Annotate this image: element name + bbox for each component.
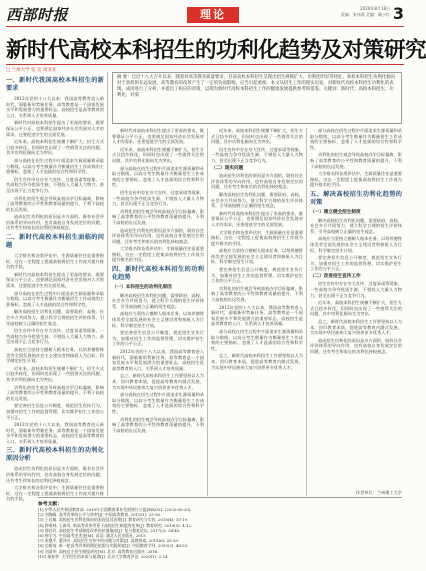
byline: □ 兰州大学 张 宏 周亚亚 xyxy=(6,68,57,73)
paragraph: 部分高校在招生过程中片面追求生源质量和录取分数线，以高分考生数量作为衡量招生工作成效的主要指标，忽视了人才选拔的综合性和科学性。 xyxy=(211,329,303,351)
column-divider xyxy=(207,128,208,496)
reference-item: [1] 中华人民共和国教育部. 2019年全国教育事业发展统计公报[EB/OL]. (2020-05-20). xyxy=(38,507,192,512)
references-title: 参考文献： xyxy=(38,502,62,507)
reference-item: [7] 张继平, 董泽芳. 高校招生宣传中的问题与对策[J]. 高教探索, 2018(6): 25-29. xyxy=(38,538,180,544)
paragraph: 造成招生功利化的原因是多方面的，既有社会评价体系的导向作用，也有高校自身发展定位的问题，还有考生和家长的功利化择校观念。 xyxy=(211,173,303,190)
subheading: （一）本科招生的功利化原因 xyxy=(112,285,172,291)
paragraph: 2012年党的十八大以来，我国高等教育进入新时代，面临新形势新任务。高等教育是一个国家发展水平和发展潜力的重要标志，高校招生是高等教育的入口，关系到人才培养质量。 xyxy=(6,96,104,118)
paragraph: 解决高校招生功利化问题，需要政府、高校、社会多方共同努力，建立科学合理的招生评价体系，引导高校树立正确的招生观念。 xyxy=(6,309,104,326)
paragraph: 新时代对高校本科招生提出了更高的要求，既要保证公平公正，也要满足国家经济社会发展对人才的需求，还要促进学生的全面发展。 xyxy=(211,210,303,227)
issue-info xyxy=(341,6,390,18)
paragraph: 新时代对高校本科招生提出了更高的要求，既要保证公平公正，也要满足国家经济社会发展对人才的需求，还要促进学生的全面发展。 xyxy=(112,128,204,145)
issue-date: 2020年8月18日 xyxy=(360,6,390,11)
author-affiliation: 作者单位：兰州理工大学 xyxy=(355,490,402,495)
reference-item: [10] 秦春华. 大学招生的本质与使命[J]. 北京大学教育评论, 2020(1): 2-14. xyxy=(38,553,169,559)
column-3 xyxy=(211,128,303,496)
section-heading-4: 四、新时代高校本科招生的功利化趋势 xyxy=(112,266,204,282)
reference-item: [9] 刘清华. 高校自主招生制度研究[M]. 北京: 高等教育出版社, 2016. xyxy=(38,548,159,554)
section-heading-1: 一、新时代我国高校本科招生的新要求 xyxy=(6,77,104,92)
paragraph: 功利化的招生观念导致高校办学目标偏离，影响了高等教育的公平性和教育质量的提升，不利于高校的长远发展。 xyxy=(112,416,204,433)
top-rule xyxy=(6,26,404,27)
reference-item: [6] 杨学为. 中国高考史述论[M]. 武汉: 湖北人民出版社, 2015. xyxy=(38,533,147,539)
page-number: 3 xyxy=(392,4,404,23)
reference-item: [8] 边新灿. 新一轮高考改革的理论依据与实践探索[J]. 中国教育学刊, 2019(3): 48-53. xyxy=(38,543,189,549)
section-badge: 理论 xyxy=(187,7,239,23)
paragraph: 要完善招生信息公开制度，规范招生宣传行为，加强对招生工作的监督管理，切实维护招生工作的公平公正。 xyxy=(310,255,402,272)
paragraph: 招生宣传中存在夸大宣传、过度承诺等现象，一些高校为争夺优质生源，不惜投入大量人力物力，甚至出现不正当竞争行为。 xyxy=(6,176,104,193)
column-divider xyxy=(306,128,307,496)
paragraph: 解决高校招生功利化问题，需要政府、高校、社会多方共同努力，建立科学合理的招生评价体系，引导高校树立正确的招生观念。 xyxy=(211,191,303,209)
abstract-box: 摘 要：自近十八大召开以来，随着对高等教育质量要求，目前高校本科招生呈现出招生规模扩大、功利化明显等特征。高校本科招生功利化倾向对于高校的长远发展、高等教育的改革产生了一定的负面影响，应当引起重视。本文从招生工作的现实出发，对新时代高校本科招生功利化的表现、成因进行了分析，并提出了相应的对策，以期为新时代高校本科招生工作的健康发展提供参考和借鉴。关键词：新时代；高校本科招生；功利化；对策 xyxy=(112,72,402,124)
paragraph: 解决高校招生功利化问题，需要政府、高校、社会多方共同努力，建立科学合理的招生评价体系，引导高校树立正确的招生观念。 xyxy=(310,217,402,234)
column-divider xyxy=(107,72,108,496)
paragraph: 大学排名和各类评估中，生源质量往往是重要指标，这在一定程度上促使高校将招生工作视为提升排名的手段。 xyxy=(310,171,402,188)
section-heading-2: 二、新时代高校本科招生面临的问题 xyxy=(6,234,104,250)
paragraph: 造成招生功利化的原因是多方面的，既有社会评价体系的导向作用，也有高校自身发展定位的问题，还有考生和家长的功利化择校观念。 xyxy=(310,337,402,354)
paragraph: 新时代对高校本科招生提出了更高的要求，既要保证公平公正，也要满足国家经济社会发展对人才的需求，还要促进学生的全面发展。 xyxy=(6,271,104,289)
paragraph: 总之，新时代高校本科招生工作要坚持以人为本，回归教育本质，促进高等教育内涵式发展，为实现中华民族伟大复兴培养更多优秀人才。 xyxy=(211,353,303,370)
reference-item: [5] 郑若玲. 高校招生考试制度改革的价值取向[J]. 复旦教育论坛, 2017(2): 34-40. xyxy=(38,527,181,533)
paragraph: 大学排名和各类评估中，生源质量往往是重要指标，这在一定程度上促使高校将招生工作视为提升排名的手段。 xyxy=(211,229,303,246)
paragraph: 部分高校在招生过程中片面追求生源质量和录取分数线，以高分考生数量作为衡量招生工作成效的主要指标，忽视了人才选拔的综合性和科学性。 xyxy=(112,165,204,188)
paragraph: 2012年党的十八大以来，我国高等教育进入新时代，面临新形势新任务。高等教育是一个国家发展水平和发展潜力的重要标志，高校招生是高等教育的入口，关系到人才培养质量。 xyxy=(112,349,204,371)
masthead xyxy=(6,4,404,26)
paragraph: 高校应当坚持立德树人根本任务，以培养德智体美劳全面发展的社会主义建设者和接班人为目标，科学制定招生计划。 xyxy=(211,248,303,265)
paragraph: 大学排名和各类评估中，生源质量往往是重要指标，这在一定程度上促使高校将招生工作视为提升排名的手段。 xyxy=(6,485,104,502)
paragraph: 新时代对高校本科招生提出了更高的要求，既要保证公平公正，也要满足国家经济社会发展对人才的需求，还要促进学生的全面发展。 xyxy=(6,120,104,137)
column-1 xyxy=(6,74,104,502)
paragraph: 部分高校在招生过程中片面追求生源质量和录取分数线，以高分考生数量作为衡量招生工作成效的主要指标，忽视了人才选拔的综合性和科学性。 xyxy=(310,128,402,150)
paragraph: 功利化的招生观念导致高校办学目标偏离，影响了高等教育的公平性和教育质量的提升，不利于高校的长远发展。 xyxy=(6,195,104,212)
paragraph: 造成招生功利化的原因是多方面的，既有社会评价体系的导向作用，也有高校自身发展定位的问题，还有考生和家长的功利化择校观念。 xyxy=(112,227,204,244)
paragraph: 部分高校在招生过程中片面追求生源质量和录取分数线，以高分考生数量作为衡量招生工作成效的主要指标，忽视了人才选拔的综合性和科学性。 xyxy=(6,290,104,307)
reference-item: [2] 刘海峰. 高考改革的公平与效率[J]. 中国高等教育, 2019(1): 23-26. xyxy=(38,512,162,518)
paragraph: 要完善招生信息公开制度，规范招生宣传行为，加强对招生工作的监督管理，切实维护招生工作的公平公正。 xyxy=(6,403,104,420)
paragraph: 总之，新时代高校本科招生工作要坚持以人为本，回归教育本质，促进高等教育内涵式发展，为实现中华民族伟大复兴培养更多优秀人才。 xyxy=(310,319,402,336)
headline: 新时代高校本科招生的功利化趋势及对策研究 xyxy=(6,38,426,63)
paragraph: 招生宣传中存在夸大宣传、过度承诺等现象，一些高校为争夺优质生源，不惜投入大量人力物力，甚至出现不正当竞争行为。 xyxy=(211,146,303,163)
paragraph: 要完善招生信息公开制度，规范招生宣传行为，加强对招生工作的监督管理，切实维护招生工作的公平公正。 xyxy=(211,267,303,284)
paragraph: 招生宣传中存在夸大宣传、过度承诺等现象，一些高校为争夺优质生源，不惜投入大量人力物力，甚至出现不正当竞争行为。 xyxy=(310,281,402,298)
newspaper-logo: 西部时报 xyxy=(6,6,69,24)
paragraph: 功利化的招生观念导致高校办学目标偏离，影响了高等教育的公平性和教育质量的提升，不利于高校的长远发展。 xyxy=(310,152,402,169)
paragraph: 近年来，高校本科招生规模不断扩大，招生方式日趋多样化，但同时也出现了一些值得关注的问题，其中功利化倾向尤为突出。 xyxy=(6,365,104,382)
paragraph: 近年来，高校本科招生规模不断扩大，招生方式日趋多样化，但同时也出现了一些值得关注的问题，其中功利化倾向尤为突出。 xyxy=(211,128,303,145)
paragraph: 总之，新时代高校本科招生工作要坚持以人为本，回归教育本质，促进高等教育内涵式发展，为实现中华民族伟大复兴培养更多优秀人才。 xyxy=(112,373,204,390)
paragraph: 造成招生功利化的原因是多方面的，既有社会评价体系的导向作用，也有高校自身发展定位的问题，还有考生和家长的功利化择校观念。 xyxy=(6,466,104,483)
section-heading-5: 五、解决高校招生功利化趋势的对策 xyxy=(310,190,402,206)
paragraph: 大学排名和各类评估中，生源质量往往是重要指标，这在一定程度上促使高校将招生工作视为提升排名的手段。 xyxy=(112,246,204,263)
reference-item: [4] 钟秉林, 王新凤. 新高考改革背景下高校招生制度的变革[J]. 教育研究, 2019(5): 4-12. xyxy=(38,522,193,528)
paragraph: 招生宣传中存在夸大宣传、过度承诺等现象，一些高校为争夺优质生源，不惜投入大量人力物力，甚至出现不正当竞争行为。 xyxy=(112,189,204,207)
paragraph: 2012年党的十八大以来，我国高等教育进入新时代，面临新形势新任务。高等教育是一个国家发展水平和发展潜力的重要标志，高校招生是高等教育的入口，关系到人才培养质量。 xyxy=(6,422,104,444)
subheading: （二）改进招生宣传工作 xyxy=(310,273,361,279)
paragraph: 功利化的招生观念导致高校办学目标偏离，影响了高等教育的公平性和教育质量的提升，不利于高校的长远发展。 xyxy=(112,208,204,225)
headline-rule xyxy=(6,64,404,65)
paragraph: 要完善招生信息公开制度，规范招生宣传行为，加强对招生工作的监督管理，切实维护招生工作的公平公正。 xyxy=(112,330,204,347)
paragraph: 部分高校在招生过程中片面追求生源质量和录取分数线，以高分考生数量作为衡量招生工作成效的主要指标，忽视了人才选拔的综合性和科学性。 xyxy=(112,392,204,414)
references-list xyxy=(38,507,402,559)
reference-item: [3] 王后雄. 高校招生功利化倾向的表现及其治理[J]. 教育研究与实验, 2018(4): 15-19. xyxy=(38,517,189,523)
paragraph: 高校应当坚持立德树人根本任务，以培养德智体美劳全面发展的社会主义建设者和接班人为目标，科学制定招生计划。 xyxy=(6,346,104,364)
paragraph: 高校应当坚持立德树人根本任务，以培养德智体美劳全面发展的社会主义建设者和接班人为目标，科学制定招生计划。 xyxy=(112,311,204,328)
column-2 xyxy=(112,128,204,496)
issue-editor: 责编：张伟燕 美编：戴小红 xyxy=(340,12,390,17)
paragraph: 2012年党的十八大以来，我国高等教育进入新时代，面临新形势新任务。高等教育是一个国家发展水平和发展潜力的重要标志，高校招生是高等教育的入口，关系到人才培养质量。 xyxy=(211,304,303,327)
paragraph: 大学排名和各类评估中，生源质量往往是重要指标，这在一定程度上促使高校将招生工作视为提升排名的手段。 xyxy=(6,253,104,270)
paragraph: 部分高校在招生过程中片面追求生源质量和录取分数线，以高分考生数量作为衡量招生工作成效的主要指标，忽视了人才选拔的综合性和科学性。 xyxy=(6,157,104,175)
references-rule xyxy=(38,497,402,498)
paragraph: 功利化的招生观念导致高校办学目标偏离，影响了高等教育的公平性和教育质量的提升，不利于高校的长远发展。 xyxy=(211,285,303,303)
subheading: （二）现实问题 xyxy=(211,165,244,171)
paragraph: 招生宣传中存在夸大宣传、过度承诺等现象，一些高校为争夺优质生源，不惜投入大量人力物力，甚至出现不正当竞争行为。 xyxy=(6,328,104,345)
paragraph: 近年来，高校本科招生规模不断扩大，招生方式日趋多样化，但同时也出现了一些值得关注的问题，其中功利化倾向尤为突出。 xyxy=(310,300,402,317)
subheading: （一）建立健全招生制度 xyxy=(310,209,361,215)
paragraph: 造成招生功利化的原因是多方面的，既有社会评价体系的导向作用，也有高校自身发展定位的问题，还有考生和家长的功利化择校观念。 xyxy=(6,214,104,231)
paragraph: 近年来，高校本科招生规模不断扩大，招生方式日趋多样化，但同时也出现了一些值得关注的问题，其中功利化倾向尤为突出。 xyxy=(112,146,204,163)
paragraph: 功利化的招生观念导致高校办学目标偏离，影响了高等教育的公平性和教育质量的提升，不利于高校的长远发展。 xyxy=(6,384,104,401)
section-heading-3: 三、新时代高校本科招生的功利化原因分析 xyxy=(6,447,104,463)
paragraph: 解决高校招生功利化问题，需要政府、高校、社会多方共同努力，建立科学合理的招生评价体系，引导高校树立正确的招生观念。 xyxy=(112,292,204,309)
column-4 xyxy=(310,128,402,488)
paragraph: 近年来，高校本科招生规模不断扩大，招生方式日趋多样化，但同时也出现了一些值得关注的问题，其中功利化倾向尤为突出。 xyxy=(6,139,104,156)
paragraph: 高校应当坚持立德树人根本任务，以培养德智体美劳全面发展的社会主义建设者和接班人为目标，科学制定招生计划。 xyxy=(310,236,402,253)
